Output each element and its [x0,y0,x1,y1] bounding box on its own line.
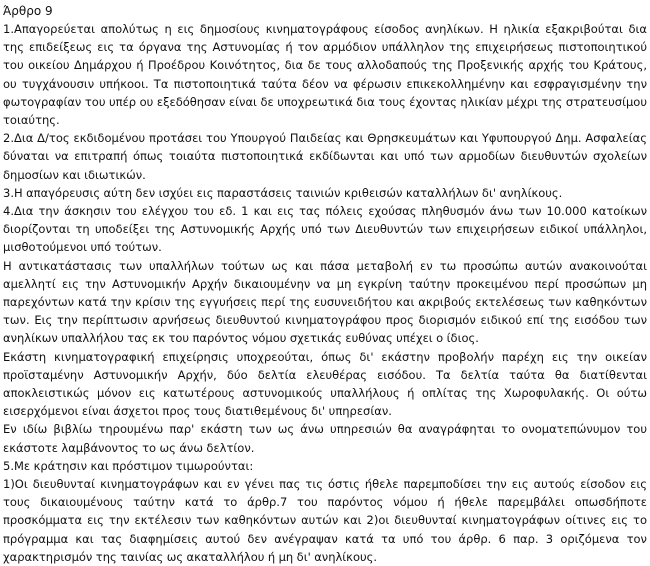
paragraph-free-tickets: Εκάστη κινηματογραφική επιχείρησις υποχρεούται, όπως δι' εκάστην προβολήν παρέχη εις την οικείαν προϊσταμένην Αστυνομικήν Αρχήν, δύο δελτία ελευθέρας εισόδου. Τα δελτία ταύτα θα διατίθενται αποκλειστικώς μόνον εις κατωτέρους αστυνομικούς υπαλλήλους ή οπλίτας της Χωροφυλακής. Οι ούτω εισερχόμενοι είναι άσχετοι προς τους διατιθεμένους δι' υπηρεσίαν. [3,349,647,419]
paragraph-5-1: 1)Οι διευθυνταί κινηματογράφων και εν γένει πας τις όστις ήθελε παρεμποδίσει την εις αυτούς είσοδον εις τους δικαιουμένους ταύτην κατά το άρθρ.7 του παρόντος νόμου ή ήθελε παρεμβάλει οπωσδήποτε προσκόμματα εις την εκτέλεσιν των καθηκόντων αυτών και 2)οι διευθυνταί κινηματογράφων οίτινες εις το πρόγραμμα και τας διαφημίσεις αυτού δεν ανέγραψαν κατά τα υπό του άρθρ. 6 παρ. 3 οριζόμενα τον χαρακτηρισμόν της ταινίας ως ακαταλλήλου ή μη δι' ανηλίκους. [3,477,647,564]
paragraph-2: 2.Δια Δ/τος εκδιδομένου προτάσει του Υπουργού Παιδείας και Θρησκευμάτων και Υφυπουργού Δημ. Ασφαλείας δύναται να επιτραπή όπως τοιαύτα πιστοποιητικά εκδίδωνται και υπό των αρμοδίων διευθυντών σχολείων δημοσίων και ιδιωτικών. [3,131,647,182]
paragraph-replacement: Η αντικατάστασις των υπαλλήλων τούτων ως και πάσα μεταβολή εν τω προσώπω αυτών ανακοινούται αμελλητί εις την Αστυνομικήν Αρχήν δικαιουμένην να μη εγκρίνη ταύτην προκειμένου περί προσώπων μη παρεχόντων κατά την κρίσιν της εγγυήσεις περί της ευσυνειδήτου και ακριβούς εκτελέσεως των καθηκόντων των. Εις την περίπτωσιν αρνήσεως διευθυντού κινηματογράφου προς διορισμόν ειδικού επί της εισόδου των ανηλίκων υπαλλήλου τας εκ του παρόντος νόμου σχετικάς ευθύνας υπέχει ο ίδιος. [3,258,647,346]
paragraph-1: 1.Απαγορεύεται απολύτως η εις δημοσίους κινηματογράφους είσοδος ανηλίκων. Η ηλικία εξακριβούται δια της επιδείξεως εις τα όργανα της Αστυνομίας ή τον αρμόδιον υπάλληλον της επιχειρήσεως πιστοποιητικού του οικείου Δημάρχου ή Προέδρου Κοινότητος, δια δε τους αλλοδαπούς της Προξενικής αρχής του Κράτους, ου τυγχάνουσιν υπήκοοι. Τα πιστοποιητικά ταύτα δέον να φέρωσιν επικεκολλημένην και εσφραγισμένην την φωτογραφίαν του υπέρ ου εξεδόθησαν είναι δε υποχρεωτικά δια τους έχοντας ηλικίαν μέχρι της στρατευσίμου τοιαύτης. [3,22,647,128]
paragraph-5: 5.Με κράτησιν και πρόστιμον τιμωρούνται: [3,458,254,473]
article-title: Άρθρο 9 [3,4,53,18]
paragraph-4: 4.Δια την άσκησιν του ελέγχου του εδ. 1 και εις τας πόλεις εχούσας πληθυσμόν άνω των 10.000 κατοίκων διορίζονται τη υποδείξει της Αστυνομικής Αρχής υπό των Διευθυντών των επιχειρήσεων ειδικοί υπάλληλοι, μισθοτούμενοι υπό τούτων. [3,204,647,255]
paragraph-3: 3.Η απαγόρευσις αύτη δεν ισχύει εις παραστάσεις ταινιών κριθεισών καταλλήλων δι' ανηλίκους. [3,185,563,200]
paragraph-register-book: Εν ιδίω βιβλίω τηρουμένω παρ' εκάστη των ως άνω υπηρεσιών θα αναγράφηται το ονοματεπώνυμον του εκάστοτε λαμβάνοντος το ως άνω δελτίον. [3,422,647,455]
